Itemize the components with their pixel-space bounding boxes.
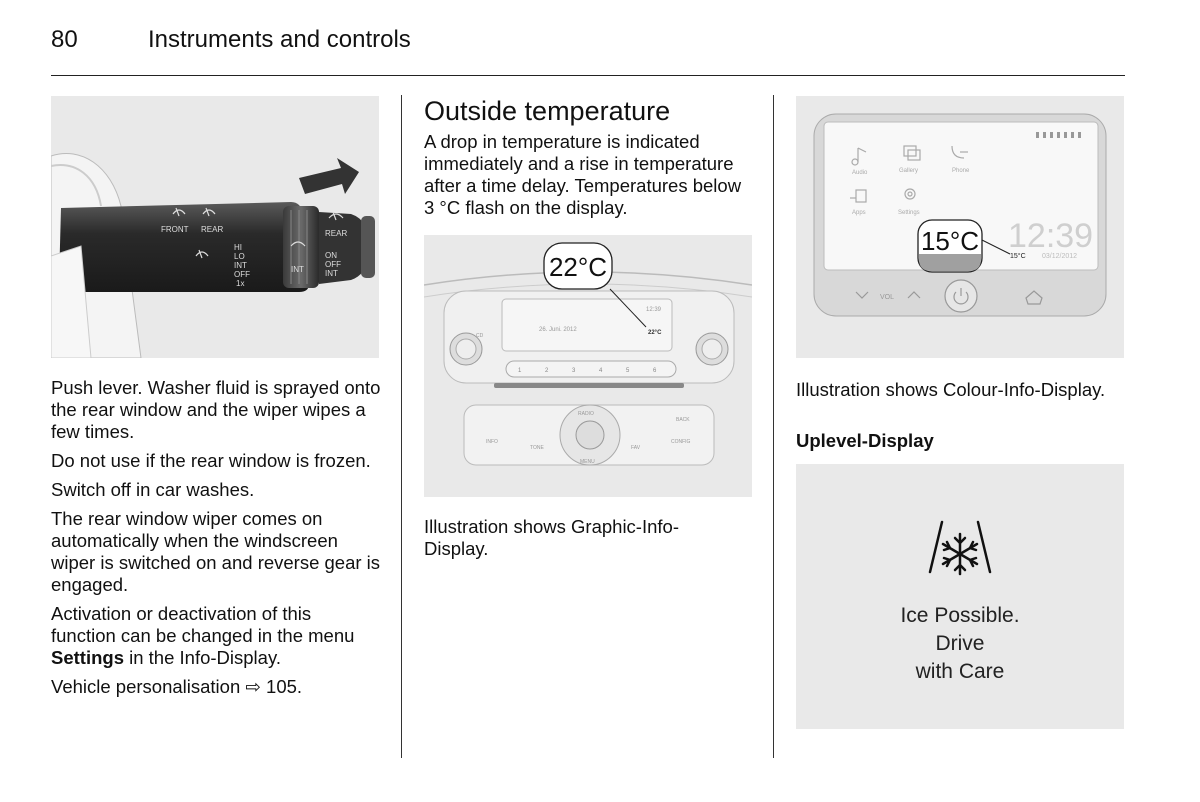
- svg-text:2: 2: [545, 368, 549, 374]
- back-button-label: BACK: [676, 417, 690, 423]
- graphic-display-caption: Illustration shows Graphic-Info-Display.: [424, 516, 679, 559]
- tone-button-label: TONE: [530, 445, 544, 451]
- info-button-label: INFO: [486, 439, 498, 445]
- uplevel-display-figure: [796, 464, 1124, 729]
- rear-label: REAR: [201, 225, 224, 234]
- app-apps: Apps: [852, 210, 866, 216]
- hi-label: HI: [234, 243, 242, 252]
- intro-paragraph: A drop in temperature is indicated immediately and a rise in temperature after a time delay. Temperatures below 3 °C flash on the display.: [424, 131, 742, 218]
- cd-button-label: CD: [476, 333, 484, 339]
- int2-label: INT: [291, 265, 304, 274]
- ice-warning-icon: [930, 522, 990, 574]
- column-divider-2: [773, 95, 774, 758]
- wiper-lever-figure: [51, 96, 379, 358]
- paragraph-6: [51, 676, 381, 698]
- column-2-text: [424, 96, 754, 219]
- paragraph-4: The rear window wiper comes on automatically when the windscreen wiper is switched on and reverse gear is engaged.: [51, 508, 381, 595]
- display-temperature: 22°C: [648, 330, 662, 336]
- column-1-text: [51, 377, 381, 705]
- radio-panel-illustration: [424, 235, 752, 497]
- config-button-label: CONFIG: [671, 439, 691, 445]
- radio-button-label: RADIO: [578, 411, 594, 417]
- paragraph-2: Do not use if the rear window is frozen.: [51, 450, 371, 471]
- paragraph-3: Switch off in car washes.: [51, 479, 255, 500]
- display-clock: 12:39: [1008, 217, 1094, 255]
- front-label: FRONT: [161, 225, 189, 234]
- fav-button-label: FAV: [631, 445, 641, 451]
- paragraph-5-start: Activation or deactivation of this function can be changed in the menu: [51, 603, 355, 646]
- uplevel-display-heading: Uplevel-Display: [796, 430, 934, 451]
- section-heading: Outside temperature: [424, 96, 671, 126]
- colour-display-illustration: [796, 96, 1124, 358]
- temperature-callout: 15°C: [920, 226, 980, 256]
- svg-text:1: 1: [518, 368, 522, 374]
- vol-label: VOL: [880, 294, 895, 301]
- display-temperature-small: 15°C: [1010, 253, 1026, 260]
- display-date: 26. Juni. 2012: [539, 327, 577, 333]
- menu-button-label: MENU: [580, 459, 595, 465]
- temperature-callout: 22°C: [548, 252, 608, 282]
- colour-info-display-figure: [796, 96, 1124, 358]
- svg-text:6: 6: [653, 368, 657, 374]
- colour-display-caption: Illustration shows Colour-Info-Display.: [796, 379, 1106, 400]
- paragraph-5: [51, 603, 381, 669]
- cross-reference-text: Vehicle personalisation: [51, 676, 246, 697]
- wiper-lever-illustration: [51, 96, 379, 358]
- ice-warning-display: [796, 464, 1124, 729]
- rear2-label: REAR: [325, 229, 348, 238]
- page-title: Instruments and controls: [148, 26, 411, 53]
- one-x-label: 1x: [236, 279, 245, 288]
- warning-line-1: Ice Possible.: [900, 604, 1020, 627]
- cross-reference-page[interactable]: 105.: [260, 676, 303, 697]
- int-label: INT: [234, 261, 247, 270]
- app-gallery: Gallery: [899, 168, 919, 174]
- column-divider-1: [401, 95, 402, 758]
- off-label: OFF: [234, 270, 250, 279]
- settings-menu-term: Settings: [51, 647, 124, 668]
- int3-label: INT: [325, 269, 338, 278]
- svg-text:3: 3: [572, 368, 576, 374]
- svg-text:5: 5: [626, 368, 630, 374]
- warning-line-2: Drive: [935, 632, 985, 655]
- off2-label: OFF: [325, 260, 341, 269]
- app-audio: Audio: [852, 170, 868, 176]
- lo-label: LO: [234, 252, 245, 261]
- app-settings: Settings: [898, 210, 920, 216]
- reference-arrow-icon: ⇨: [245, 676, 261, 697]
- graphic-info-display-figure: [424, 235, 752, 497]
- preset-buttons: [506, 361, 676, 377]
- page-number: 80: [51, 26, 78, 53]
- paragraph-5-end: in the Info-Display.: [123, 647, 281, 668]
- svg-text:4: 4: [599, 368, 603, 374]
- display-time: 12:39: [646, 307, 662, 313]
- on-label: ON: [325, 251, 337, 260]
- warning-line-3: with Care: [915, 660, 1005, 683]
- app-phone: Phone: [952, 168, 970, 174]
- paragraph-1: Push lever. Washer fluid is sprayed onto the rear window and the wiper wipes a few times.: [51, 377, 381, 442]
- header-divider: [51, 75, 1125, 76]
- display-date: 03/12/2012: [1042, 253, 1078, 260]
